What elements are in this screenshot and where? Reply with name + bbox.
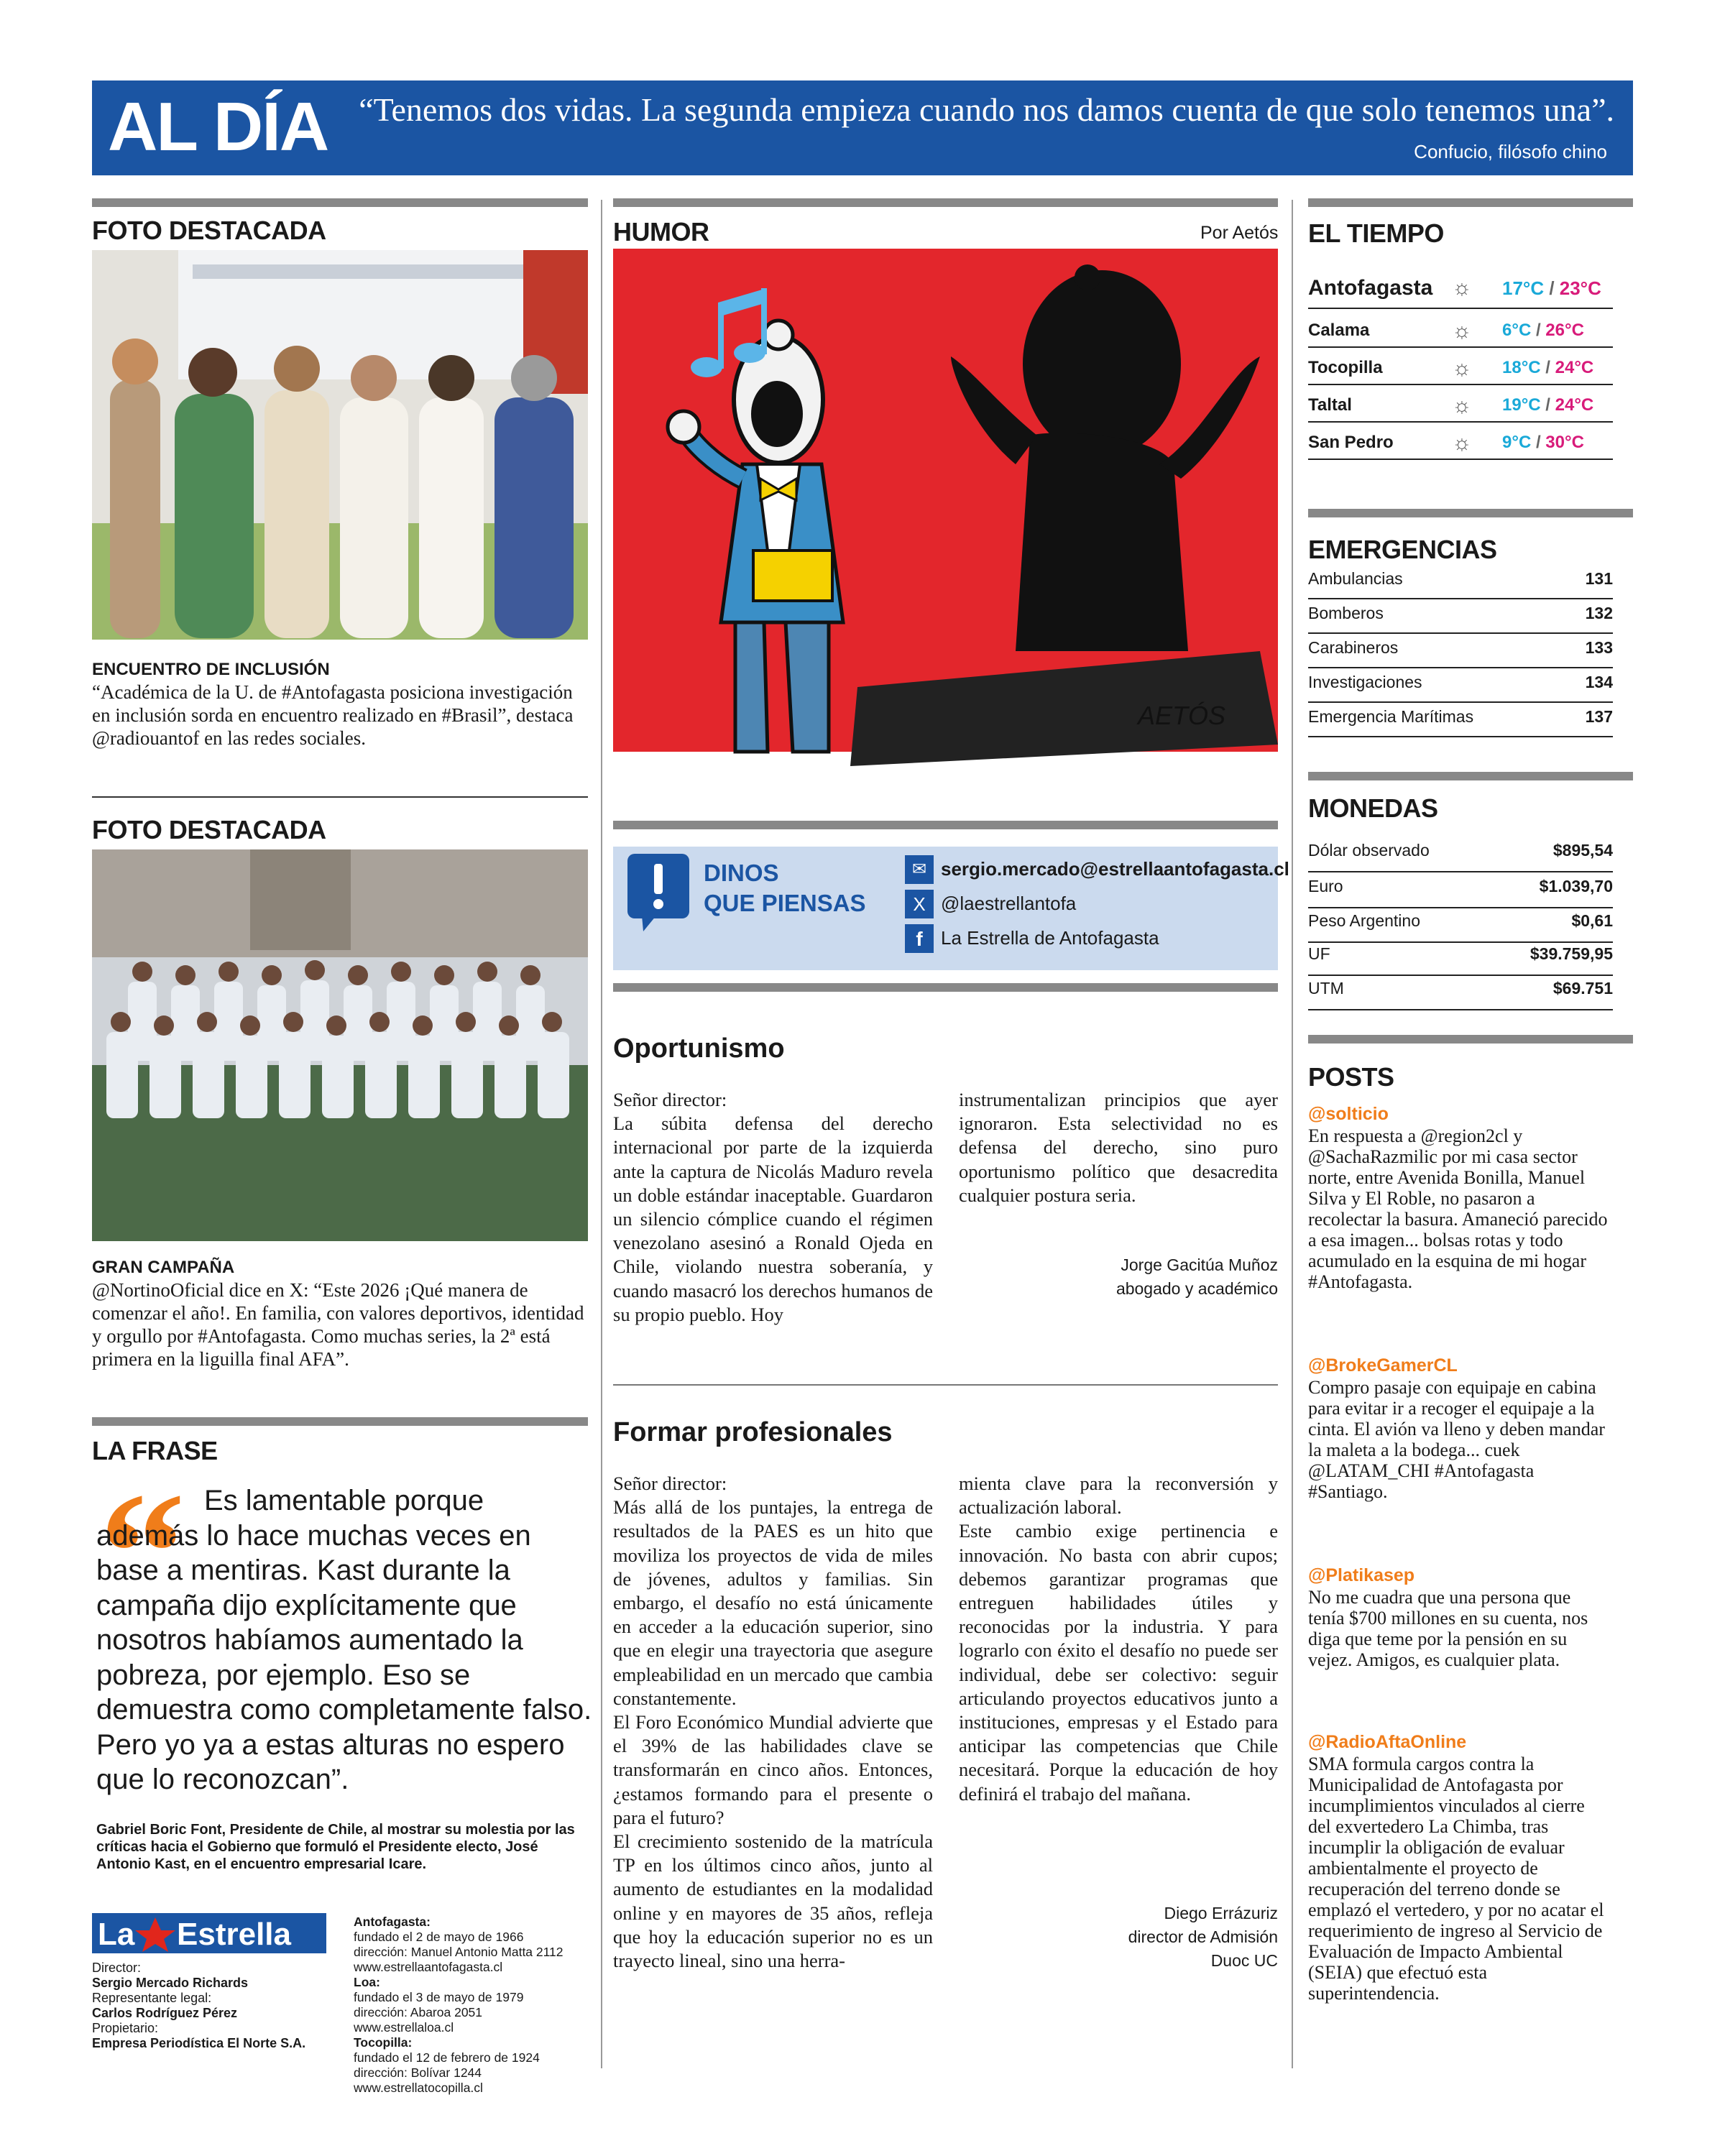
facebook-icon: f	[905, 924, 934, 953]
temp-max: 23°C	[1559, 277, 1601, 299]
contact-email[interactable]: sergio.mercado@estrellaantofagasta.cl	[941, 858, 1289, 880]
sun-icon: ☼	[1452, 431, 1472, 455]
edition-link[interactable]: www.estrellatocopilla.cl	[354, 2081, 483, 2095]
temp-max: 24°C	[1555, 358, 1594, 377]
group-photo-illustration	[92, 250, 588, 640]
weather-city: Tocopilla	[1308, 358, 1383, 377]
letter2-col1: Señor director: Más allá de los puntajes, la entrega de resultados de la PAES es un hito que moviliza los proyectos de vida de miles de jóvenes, adultos y familias. Sin embargo, el desafío no está únicamente en acceder a la educación superior, sino que en elegir una trayectoria que asegure empleabilidad en un mercado que cambia constantemente. El Foro Económico Mundial advierte que el 39% de las habilidades clave se transformarán en cinco años. Entonces, ¿estamos formando para el presente o para el futuro? El crecimiento sostenido de la matrícula TP en los últimos cinco años, junto al aumento de estudiantes en la modalidad online y en mayores de 35 años, refleja que hoy la educación superior no es un trayecto lineal, sino una herra-	[613, 1473, 933, 1972]
frase-section-title: LA FRASE	[92, 1436, 218, 1465]
letter1-col1: Señor director: La súbita defensa del derecho internacional por parte de la izquierda ante la captura de Nicolás Maduro revela un doble estándar inaceptable. Guardaron un silencio cómplice cuando el régimen venezolano asesinó a Ronald Ojeda en Chile, violando nuestra soberanía, y cuando masacró los derechos humanos de su propio pueblo. Hoy	[613, 1089, 933, 1325]
foto1-caption-text: “Académica de la U. de #Antofagasta posiciona investigación en inclusión sorda en encuentro realizado en #Brasil”, destaca @radiouantof en las redes sociales.	[92, 681, 574, 749]
sun-icon: ☼	[1452, 319, 1472, 343]
frase-credit: Gabriel Boric Font, Presidente de Chile, al mostrar su molestia por las críticas hacia el Gobierno que formuló el Presidente electo, José Antonio Kast, en el encuentro empresarial Icare.	[96, 1822, 575, 1872]
rep-label: Representante legal:	[92, 1991, 212, 2005]
tiempo-section-title: EL TIEMPO	[1308, 218, 1444, 248]
currency-value: $1.039,70	[1539, 877, 1613, 895]
contact-x[interactable]: @laestrellantofa	[941, 893, 1077, 914]
currency-label: Euro	[1308, 877, 1343, 895]
edition-line: dirección: Manuel Antonio Matta 2112	[354, 1945, 564, 1959]
letter2-signature	[959, 1902, 1278, 1973]
sun-icon: ☼	[1452, 356, 1472, 380]
director-name: Sergio Mercado Richards	[92, 1976, 249, 1990]
weather-city: Calama	[1308, 321, 1370, 340]
weather-row	[1308, 351, 1613, 385]
weather-row	[1308, 425, 1613, 460]
section-rule	[613, 198, 1278, 207]
emergency-number[interactable]: 133	[1585, 638, 1613, 657]
temp-max: 30°C	[1545, 433, 1584, 452]
monedas-section-title: MONEDAS	[1308, 793, 1438, 823]
emergency-number[interactable]: 131	[1585, 569, 1613, 588]
emergencias-section-title: EMERGENCIAS	[1308, 535, 1497, 564]
emergency-number[interactable]: 134	[1585, 673, 1613, 691]
edition-line: fundado el 3 de mayo de 1979	[354, 1990, 524, 2004]
svg-text:La: La	[98, 1917, 135, 1952]
sun-icon: ☼	[1452, 276, 1472, 300]
featured-photo-team	[92, 849, 588, 1241]
contact-facebook[interactable]: La Estrella de Antofagasta	[941, 927, 1159, 949]
post-handle[interactable]: @solticio	[1308, 1104, 1389, 1124]
weather-city: Antofagasta	[1308, 276, 1433, 300]
currency-row	[1308, 979, 1613, 1010]
emergency-label: Emergencia Marítimas	[1308, 707, 1474, 726]
emergency-label: Carabineros	[1308, 638, 1399, 657]
header-quote: “Tenemos dos vidas. La segunda empieza cuando nos damos cuenta de que solo tenemos una”.	[359, 91, 1614, 128]
emergency-row	[1308, 569, 1613, 599]
letter1-role: abogado y académico	[1116, 1279, 1278, 1298]
posts-section-title: POSTS	[1308, 1062, 1394, 1092]
letter2-title: Formar profesionales	[613, 1417, 893, 1447]
featured-photo-inclusion	[92, 250, 588, 640]
column-divider	[601, 200, 602, 2068]
foto2-section-title: FOTO DESTACADA	[92, 815, 326, 844]
post-text: Compro pasaje con equipaje en cabina para evitar ir a recoger el equipaje a la cinta. El avión va lleno y deben mandar la maleta a la bodega... cuek @LATAM_CHI #Antofagasta #Santiago.	[1308, 1377, 1605, 1502]
section-rule	[613, 821, 1278, 829]
currency-row	[1308, 841, 1613, 872]
weather-row	[1308, 388, 1613, 423]
humor-byline: Por Aetós	[1200, 223, 1279, 243]
section-rule	[92, 198, 588, 207]
temp-min: 9°C	[1502, 433, 1532, 452]
weather-temps: 6°C / 26°C	[1502, 321, 1584, 340]
emergency-number[interactable]: 132	[1585, 604, 1613, 622]
temp-max: 24°C	[1555, 395, 1594, 415]
letter1-author: Jorge Gacitúa Muñoz	[1121, 1256, 1278, 1274]
edition-line: fundado el 2 de mayo de 1966	[354, 1930, 524, 1944]
foto1-caption-title: ENCUENTRO DE INCLUSIÓN	[92, 660, 330, 679]
currency-label: Peso Argentino	[1308, 911, 1421, 930]
currency-label: UF	[1308, 944, 1330, 963]
humor-cartoon	[613, 249, 1278, 780]
estrella-logo-graphic	[92, 1913, 326, 1953]
svg-text:Estrella: Estrella	[177, 1917, 291, 1952]
column-divider	[1292, 200, 1293, 2068]
temp-min: 18°C	[1502, 358, 1541, 377]
edition-line: fundado el 12 de febrero de 1924	[354, 2050, 540, 2065]
foto1-section-title: FOTO DESTACADA	[92, 216, 326, 245]
partly-cloudy-icon: ☼	[1452, 394, 1472, 418]
temp-min: 6°C	[1502, 321, 1532, 340]
weather-row	[1308, 269, 1613, 309]
emergency-number[interactable]: 137	[1585, 707, 1613, 726]
director-label: Director:	[92, 1961, 142, 1975]
weather-temps: 18°C / 24°C	[1502, 358, 1594, 377]
emergency-row	[1308, 638, 1613, 668]
weather-temps: 19°C / 24°C	[1502, 395, 1594, 415]
post-handle[interactable]: @RadioAftaOnline	[1308, 1732, 1467, 1752]
edition-line: dirección: Abaroa 2051	[354, 2005, 483, 2019]
divider	[92, 796, 588, 798]
edition-city: Tocopilla:	[354, 2035, 413, 2050]
currency-row	[1308, 944, 1613, 976]
exclamation-icon	[627, 854, 689, 933]
section-rule	[1308, 509, 1633, 517]
post-text: SMA formula cargos contra la Municipalidad de Antofagasta por incumplimientos vinculados al cierre del exvertedero La Chimba, tras incumplir la obligación de evaluar ambientalmente el proyecto de recuperación del terreno donde se emplazó el vertedero, y por no acatar el requerimiento de ingreso al Servicio de Evaluación de Impacto Ambiental (SEIA) que efectuó esta superintendencia.	[1308, 1754, 1604, 2004]
currency-value: $69.751	[1552, 979, 1613, 998]
emergency-label: Investigaciones	[1308, 673, 1422, 691]
letter2-author: Diego Errázuriz	[1164, 1904, 1278, 1922]
letter1-col2: instrumentalizan principios que ayer ignoraron. Esta selectividad no es defensa del derecho, sino puro oportunismo político que desacredita cualquier postura seria.	[959, 1089, 1278, 1206]
currency-row	[1308, 911, 1613, 943]
owner-label: Propietario:	[92, 2021, 159, 2035]
temp-min: 19°C	[1502, 395, 1541, 415]
weather-city: Taltal	[1308, 395, 1352, 415]
edition-link[interactable]: www.estrellaantofagasta.cl	[354, 1960, 503, 1974]
humor-section-title: HUMOR	[613, 217, 709, 247]
dinos-title	[704, 858, 866, 918]
newspaper-logo	[92, 1913, 326, 1953]
foto2-caption-text: @NortinoOficial dice en X: “Este 2026 ¡Qué manera de comenzar el año!. En familia, con valores deportivos, identidad y orgullo por #Antofagasta. Como muchas series, la 2ª está primera en la liguilla final AFA”.	[92, 1279, 584, 1370]
letter2-role: director de Admisión	[1128, 1927, 1278, 1946]
weather-row	[1308, 313, 1613, 348]
dinos-title-line2: QUE PIENSAS	[704, 890, 866, 916]
header-banner	[92, 80, 1633, 175]
edition-city: Antofagasta:	[354, 1915, 431, 1929]
currency-value: $895,54	[1552, 841, 1613, 860]
team-photo-illustration	[92, 849, 588, 1241]
section-rule	[613, 983, 1278, 992]
currency-value: $0,61	[1571, 911, 1613, 930]
currency-row	[1308, 877, 1613, 908]
divider	[613, 1384, 1278, 1386]
letter2-institution: Duoc UC	[1210, 1951, 1278, 1970]
temp-min: 17°C	[1502, 277, 1545, 299]
weather-temps: 9°C / 30°C	[1502, 433, 1584, 452]
section-rule	[1308, 772, 1633, 780]
post-handle[interactable]: @Platikasep	[1308, 1565, 1415, 1585]
foto2-caption-title: GRAN CAMPAÑA	[92, 1258, 235, 1277]
post-handle[interactable]: @BrokeGamerCL	[1308, 1355, 1458, 1376]
cartoon-illustration	[613, 249, 1278, 780]
temp-max: 26°C	[1545, 321, 1584, 340]
rep-name: Carlos Rodríguez Pérez	[92, 2006, 238, 2020]
weather-city: San Pedro	[1308, 433, 1394, 452]
section-rule	[1308, 1035, 1633, 1044]
post-text: En respuesta a @region2cl y @SachaRazmilic por mi casa sector norte, entre Avenida Bonilla, Manuel Silva y El Roble, no pasaron a recolectar la basura. Amaneció parecido a esa imagen... bolsas rotas y todo acumulado en la esquina de mi hogar #Antofagasta.	[1308, 1125, 1608, 1292]
currency-value: $39.759,95	[1530, 944, 1613, 963]
emergency-label: Bomberos	[1308, 604, 1384, 622]
quote-mark-icon: “	[99, 1457, 185, 1648]
emergency-row	[1308, 707, 1613, 737]
header-quote-author: Confucio, filósofo chino	[1414, 141, 1607, 162]
emergency-row	[1308, 673, 1613, 703]
edition-city: Loa:	[354, 1975, 380, 1989]
edition-link[interactable]: www.estrellaloa.cl	[354, 2020, 454, 2035]
currency-label: Dólar observado	[1308, 841, 1430, 860]
currency-label: UTM	[1308, 979, 1344, 998]
weather-temps: 17°C / 23°C	[1502, 277, 1601, 299]
letter1-title: Oportunismo	[613, 1033, 785, 1064]
x-icon: X	[905, 890, 934, 918]
emergency-row	[1308, 604, 1613, 634]
masthead-editions	[354, 1915, 564, 2096]
letter1-signature	[959, 1253, 1278, 1301]
emergency-label: Ambulancias	[1308, 569, 1403, 588]
section-rule	[1308, 198, 1633, 207]
edition-line: dirección: Bolívar 1244	[354, 2065, 482, 2080]
post-text: No me cuadra que una persona que tenía $700 millones en su cuenta, nos diga que teme por la pensión en su vejez. Amigos, es cualquier plata.	[1308, 1587, 1588, 1670]
dinos-title-line1: DINOS	[704, 860, 779, 886]
contact-box	[613, 847, 1289, 970]
owner-name: Empresa Periodística El Norte S.A.	[92, 2036, 306, 2050]
section-rule	[92, 1417, 588, 1426]
frase-text: Es lamentable porque además lo hace muchas veces en base a mentiras. Kast durante la campaña dijo explícitamente que nosotros habíamos aumentado la pobreza, por ejemplo. Eso se demuestra como completamente falso. Pero yo ya a estas alturas no espero que lo reconozcan”.	[96, 1485, 592, 1795]
letter2-col2: mienta clave para la reconversión y actualización laboral. Este cambio exige pertinencia e innovación. No basta con abrir cupos; debemos garantizar programas que entreguen habilidades útiles y reconocidas por la industria. Y para lograrlo con éxito el desafío no puede ser individual, debe ser colectivo: seguir articulando proyectos educativos junto a instituciones, empresas y el Estado para anticipar las competencias que Chile necesitará. Porque la educación de hoy definirá el trabajo del mañana.	[959, 1473, 1278, 1805]
masthead-staff	[92, 1961, 305, 2051]
email-icon: ✉	[905, 855, 934, 884]
section-brand: AL DÍA	[108, 88, 328, 165]
cartoon-signature: AETÓS	[1138, 701, 1226, 730]
